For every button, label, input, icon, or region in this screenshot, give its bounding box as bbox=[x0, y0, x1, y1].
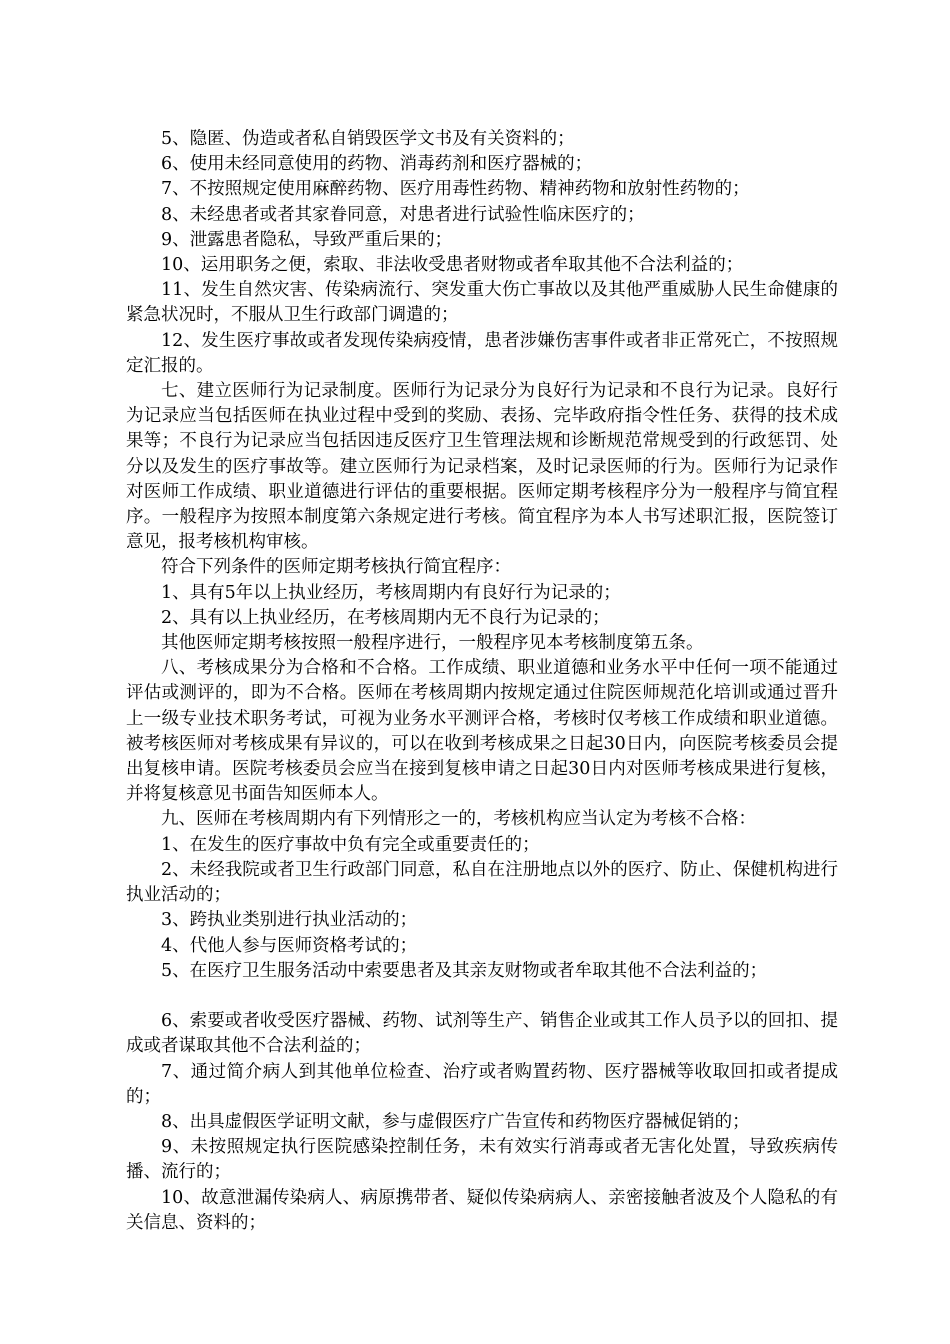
paragraph-fail-item-2: 2、未经我院或者卫生行政部门同意，私自在注册地点以外的医疗、防止、保健机构进行执业活动的； bbox=[126, 859, 838, 906]
paragraph-item-10: 10、运用职务之便，索取、非法收受患者财物或者牟取其他不合法利益的； bbox=[161, 255, 744, 276]
paragraph-condition-2: 2、具有以上执业经历，在考核周期内无不良行为记录的； bbox=[161, 607, 610, 628]
blank-line bbox=[126, 984, 838, 1009]
paragraph-item-5: 5、隐匿、伪造或者私自销毁医学文书及有关资料的； bbox=[161, 129, 575, 149]
paragraph-fail-item-6: 6、索要或者收受医疗器械、药物、试剂等生产、销售企业或其工作人员予以的回扣、提成或者谋取其他不合法利益的； bbox=[126, 1011, 838, 1057]
paragraph-fail-item-10: 10、故意泄漏传染病人、病原携带者、疑似传染病病人、亲密接触者波及个人隐私的有关信息、资料的； bbox=[126, 1187, 838, 1233]
paragraph-simple-procedure-intro: 符合下列条件的医师定期考核执行简宜程序： bbox=[161, 557, 511, 578]
paragraph-fail-item-8: 8、出具虚假医学证明文献，参与虚假医疗广告宣传和药物医疗器械促销的； bbox=[161, 1111, 750, 1132]
paragraph-fail-item-1: 1、在发生的医疗事故中负有完全或重要责任的； bbox=[161, 834, 540, 855]
paragraph-item-12: 12、发生医疗事故或者发现传染病疫情，患者涉嫌伤害事件或者非正常死亡，不按照规定汇报的。 bbox=[126, 330, 838, 376]
paragraph-fail-item-9: 9、未按照规定执行医院感染控制任务，未有效实行消毒或者无害化处置，导致疾病传播、流行的； bbox=[126, 1137, 838, 1183]
document-body bbox=[126, 127, 838, 1236]
paragraph-section-8: 八、考核成果分为合格和不合格。工作成绩、职业道德和业务水平中任何一项不能通过评估或测评的，即为不合格。医师在考核周期内按规定通过住院医师规范化培训或通过晋升上一级专业技术职务考试，可视为业务水平测评合格，考核时仅考核工作成绩和职业道德。被考核医师对考核成果有异议的，可以在收到考核成果之日起30日内，向医院考核委员会提出复核申请。医院考核委员会应当在接到复核申请之日起30日内对医师考核成果进行复核，并将复核意见书面告知医师本人。 bbox=[126, 658, 838, 805]
paragraph-item-8: 8、未经患者或者其家眷同意，对患者进行试验性临床医疗的； bbox=[161, 204, 645, 225]
paragraph-fail-item-4: 4、代他人参与医师资格考试的； bbox=[161, 935, 418, 956]
paragraph-section-9: 九、医师在考核周期内有下列情形之一的，考核机构应当认定为考核不合格： bbox=[161, 809, 756, 830]
paragraph-general-procedure: 其他医师定期考核按照一般程序进行，一般程序见本考核制度第五条。 bbox=[161, 633, 704, 654]
paragraph-section-7: 七、建立医师行为记录制度。医师行为记录分为良好行为记录和不良行为记录。良好行为记录应当包括医师在执业过程中受到的奖励、表扬、完毕政府指令性任务、获得的技术成果等；不良行为记录应当包括因违反医疗卫生管理法规和诊断规范常规受到的行政惩罚、处分以及发生的医疗事故等。建立医师行为记录档案，及时记录医师的行为。医师行为记录作对医师工作成绩、职业道德进行评估的重要根据。医师定期考核程序分为一般程序与简宜程序。一般程序为按照本制度第六条规定进行考核。简宜程序为本人书写述职汇报，医院签订意见，报考核机构审核。 bbox=[126, 381, 838, 553]
paragraph-item-9: 9、泄露患者隐私，导致严重后果的； bbox=[161, 229, 453, 250]
paragraph-item-7: 7、不按照规定使用麻醉药物、医疗用毒性药物、精神药物和放射性药物的； bbox=[161, 179, 750, 200]
paragraph-fail-item-5: 5、在医疗卫生服务活动中索要患者及其亲友财物或者牟取其他不合法利益的； bbox=[161, 960, 768, 981]
paragraph-fail-item-3: 3、跨执业类别进行执业活动的； bbox=[161, 910, 418, 931]
paragraph-item-11: 11、发生自然灾害、传染病流行、突发重大伤亡事故以及其他严重威胁人民生命健康的紧急状况时，不服从卫生行政部门调遣的； bbox=[126, 280, 838, 326]
paragraph-item-6: 6、使用未经同意使用的药物、消毒药剂和医疗器械的； bbox=[161, 154, 593, 175]
paragraph-fail-item-7: 7、通过简介病人到其他单位检查、治疗或者购置药物、医疗器械等收取回扣或者提成的； bbox=[126, 1061, 838, 1107]
paragraph-condition-1: 1、具有5年以上执业经历，考核周期内有良好行为记录的； bbox=[161, 582, 621, 603]
